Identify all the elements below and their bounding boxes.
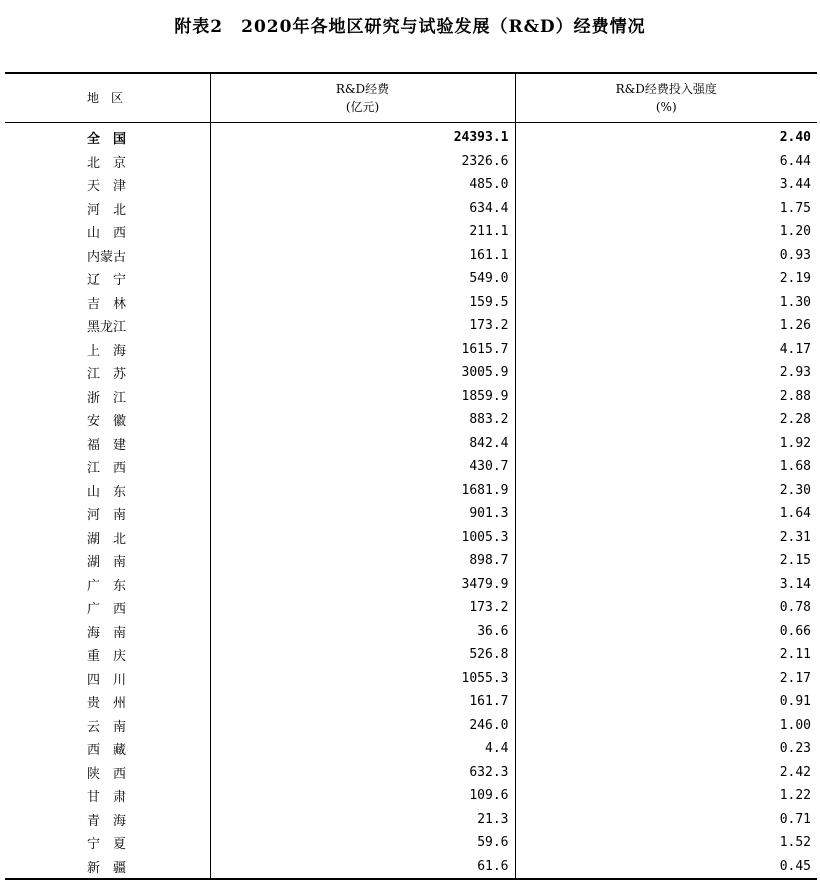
rd-funding-cell: 1055.3 <box>210 667 515 691</box>
rd-intensity-cell: 1.52 <box>515 831 817 855</box>
table-row <box>5 338 817 362</box>
rd-funding-cell: 1681.9 <box>210 479 515 503</box>
rd-funding-cell: 59.6 <box>210 831 515 855</box>
region-cell: 湖 南 <box>87 555 127 571</box>
rd-funding-cell: 21.3 <box>210 808 515 832</box>
region-cell: 贵 州 <box>87 696 127 712</box>
rd-funding-cell: 161.7 <box>210 690 515 714</box>
header-rd-intensity-unit: (%) <box>655 100 677 114</box>
rd-funding-cell: 1615.7 <box>210 338 515 362</box>
table-row <box>5 784 817 808</box>
rd-funding-cell: 61.6 <box>210 855 515 880</box>
rd-intensity-cell: 0.93 <box>515 244 817 268</box>
rd-intensity-cell: 0.91 <box>515 690 817 714</box>
rd-intensity-cell: 2.88 <box>515 385 817 409</box>
rd-intensity-cell: 1.75 <box>515 197 817 221</box>
table-row <box>5 643 817 667</box>
region-cell: 江 西 <box>87 461 127 477</box>
rd-funding-cell: 3479.9 <box>210 573 515 597</box>
table-row <box>5 737 817 761</box>
rd-funding-cell: 842.4 <box>210 432 515 456</box>
region-cell: 陕 西 <box>87 766 127 782</box>
table-row <box>5 761 817 785</box>
region-cell: 云 南 <box>87 719 127 735</box>
rd-intensity-cell: 6.44 <box>515 150 817 174</box>
region-cell: 新 疆 <box>5 855 210 880</box>
rd-funding-cell: 901.3 <box>210 502 515 526</box>
region-cell: 重 庆 <box>87 649 127 665</box>
region-cell: 四 川 <box>87 672 127 688</box>
region-cell: 山 东 <box>87 484 127 500</box>
rd-intensity-cell: 1.30 <box>515 291 817 315</box>
rd-intensity-cell: 1.92 <box>515 432 817 456</box>
table-row <box>5 267 817 291</box>
region-cell: 广 东 <box>87 578 127 594</box>
header-rd-intensity <box>515 73 817 123</box>
rd-funding-cell: 549.0 <box>210 267 515 291</box>
rd-intensity-cell: 2.19 <box>515 267 817 291</box>
table-row <box>5 314 817 338</box>
region-cell: 全 国 <box>87 132 127 148</box>
rd-intensity-cell: 2.17 <box>515 667 817 691</box>
table-row <box>5 573 817 597</box>
header-rd-funding-unit: (亿元) <box>345 100 380 114</box>
rd-intensity-cell: 2.11 <box>515 643 817 667</box>
rd-funding-cell: 109.6 <box>210 784 515 808</box>
table-row <box>5 549 817 573</box>
region-cell: 辽 宁 <box>87 273 127 289</box>
table-row <box>5 690 817 714</box>
table-row <box>5 831 817 855</box>
region-cell: 河 北 <box>87 202 127 218</box>
rd-intensity-cell: 1.26 <box>515 314 817 338</box>
page-title: 附表2 2020年各地区研究与试验发展（R&D）经费情况 <box>174 17 646 37</box>
rd-funding-cell: 883.2 <box>210 408 515 432</box>
rd-intensity-cell: 0.66 <box>515 620 817 644</box>
rd-intensity-cell: 0.45 <box>515 855 817 880</box>
rd-funding-cell: 430.7 <box>210 455 515 479</box>
rd-funding-cell: 161.1 <box>210 244 515 268</box>
table-row <box>5 291 817 315</box>
region-cell: 天 津 <box>87 179 127 195</box>
rd-intensity-cell: 3.44 <box>515 173 817 197</box>
region-cell: 湖 北 <box>87 531 127 547</box>
region-cell: 广 西 <box>87 602 127 618</box>
region-cell: 西 藏 <box>87 743 127 759</box>
table-row <box>5 855 817 880</box>
region-cell: 内蒙古 <box>87 249 127 265</box>
rd-funding-cell: 36.6 <box>210 620 515 644</box>
region-cell: 青 海 <box>87 813 127 829</box>
table-row-total <box>5 123 817 150</box>
rd-funding-cell: 211.1 <box>210 220 515 244</box>
region-cell: 上 海 <box>87 343 127 359</box>
rd-intensity-cell: 0.23 <box>515 737 817 761</box>
rd-intensity-cell: 1.20 <box>515 220 817 244</box>
rd-intensity-cell: 0.71 <box>515 808 817 832</box>
region-cell: 北 京 <box>87 155 127 171</box>
table-row <box>5 244 817 268</box>
rd-intensity-cell: 2.15 <box>515 549 817 573</box>
rd-intensity-cell: 2.93 <box>515 361 817 385</box>
header-row <box>5 73 817 123</box>
table-row <box>5 526 817 550</box>
table-row <box>5 620 817 644</box>
table-row <box>5 385 817 409</box>
table-row <box>5 220 817 244</box>
header-rd-funding-label: R&D经费 <box>335 82 390 96</box>
rd-intensity-cell: 1.64 <box>515 502 817 526</box>
rd-intensity-cell: 1.00 <box>515 714 817 738</box>
rd-funding-cell: 246.0 <box>210 714 515 738</box>
table-row <box>5 432 817 456</box>
region-cell: 山 西 <box>87 226 127 242</box>
region-cell: 河 南 <box>87 508 127 524</box>
region-cell: 江 苏 <box>87 367 127 383</box>
rd-funding-cell: 173.2 <box>210 596 515 620</box>
rd-funding-cell: 159.5 <box>210 291 515 315</box>
rd-funding-table-container <box>5 72 817 880</box>
table-row <box>5 714 817 738</box>
table-row <box>5 479 817 503</box>
rd-funding-cell: 24393.1 <box>210 123 515 150</box>
table-row <box>5 596 817 620</box>
rd-intensity-cell: 2.42 <box>515 761 817 785</box>
region-cell: 黑龙江 <box>87 320 127 336</box>
rd-funding-cell: 632.3 <box>210 761 515 785</box>
table-row <box>5 455 817 479</box>
table-row <box>5 361 817 385</box>
region-cell: 吉 林 <box>87 296 127 312</box>
region-cell: 甘 肃 <box>87 790 127 806</box>
rd-intensity-cell: 4.17 <box>515 338 817 362</box>
rd-funding-cell: 173.2 <box>210 314 515 338</box>
table-body <box>5 123 817 880</box>
rd-funding-cell: 898.7 <box>210 549 515 573</box>
rd-funding-cell: 634.4 <box>210 197 515 221</box>
header-rd-funding <box>210 73 515 123</box>
rd-funding-cell: 1005.3 <box>210 526 515 550</box>
rd-funding-cell: 3005.9 <box>210 361 515 385</box>
rd-intensity-cell: 2.28 <box>515 408 817 432</box>
table-header <box>5 73 817 123</box>
rd-funding-table <box>5 72 817 880</box>
rd-funding-cell: 1859.9 <box>210 385 515 409</box>
rd-funding-cell: 2326.6 <box>210 150 515 174</box>
rd-intensity-cell: 1.22 <box>515 784 817 808</box>
region-cell: 浙 江 <box>87 390 127 406</box>
rd-intensity-cell: 2.31 <box>515 526 817 550</box>
rd-funding-cell: 485.0 <box>210 173 515 197</box>
region-cell: 海 南 <box>87 625 127 641</box>
region-cell: 安 徽 <box>87 414 127 430</box>
table-row <box>5 667 817 691</box>
table-row <box>5 808 817 832</box>
rd-funding-cell: 526.8 <box>210 643 515 667</box>
header-region: 地 区 <box>5 73 210 123</box>
rd-funding-cell: 4.4 <box>210 737 515 761</box>
table-row <box>5 173 817 197</box>
rd-intensity-cell: 0.78 <box>515 596 817 620</box>
rd-intensity-cell: 2.40 <box>515 123 817 150</box>
header-rd-intensity-label: R&D经费投入强度 <box>615 82 717 96</box>
table-row <box>5 197 817 221</box>
rd-intensity-cell: 3.14 <box>515 573 817 597</box>
rd-intensity-cell: 1.68 <box>515 455 817 479</box>
rd-intensity-cell: 2.30 <box>515 479 817 503</box>
table-row <box>5 150 817 174</box>
table-row <box>5 502 817 526</box>
table-row <box>5 408 817 432</box>
region-cell: 福 建 <box>87 437 127 453</box>
region-cell: 宁 夏 <box>87 837 127 853</box>
